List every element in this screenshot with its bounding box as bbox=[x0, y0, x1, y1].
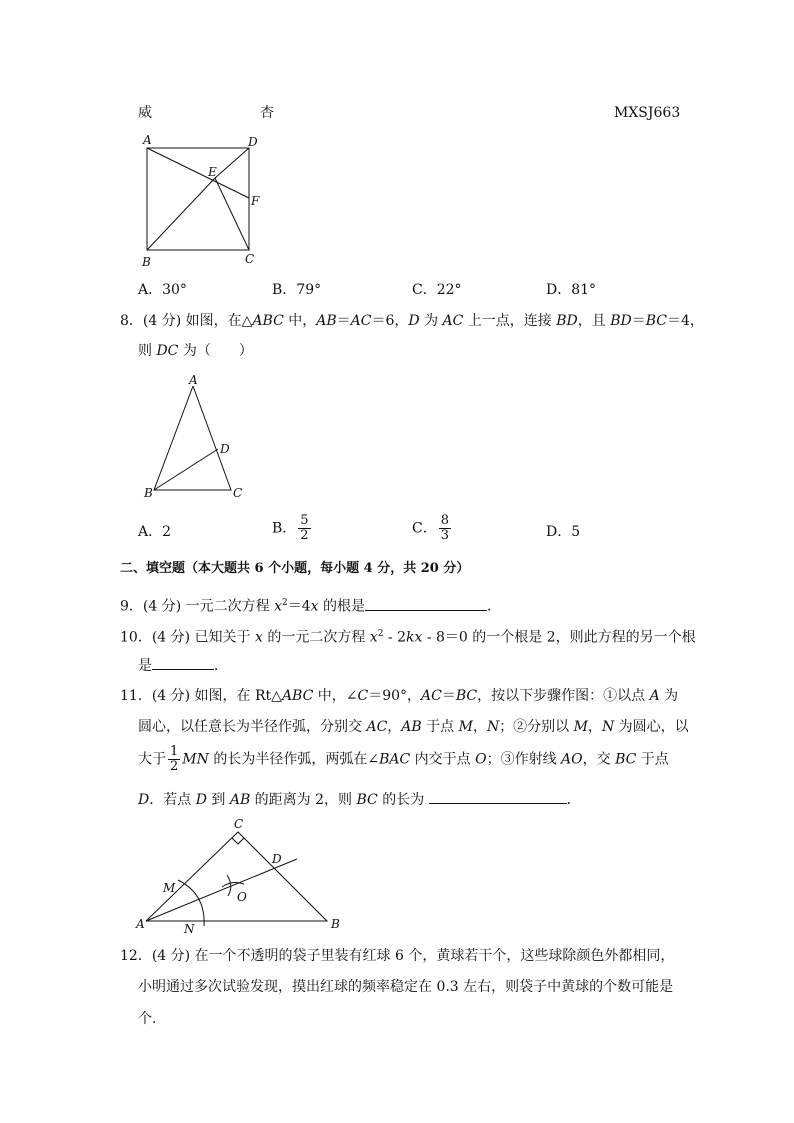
q8-option-a: A．2 bbox=[138, 524, 172, 540]
q11-answer-blank[interactable] bbox=[429, 789, 567, 804]
label-f: F bbox=[251, 194, 260, 208]
q12-line-2: 小明通过多次试验发现，摸出红球的频率稳定在 0.3 左右，则袋子中黄球的个数可能是 bbox=[138, 979, 674, 995]
header-left-char-2: 杏 bbox=[260, 105, 274, 121]
triangle-outline bbox=[146, 832, 327, 921]
q11-line-1: 11．(4 分) 如图，在 Rt△ABC 中，∠C＝90°，AC＝BC，按以下步骤作图：①以点 A 为 bbox=[120, 688, 679, 704]
square-outline bbox=[147, 148, 249, 250]
q8-line-2: 则 DC 为（ ） bbox=[138, 343, 253, 359]
q11-line-4: D．若点 D 到 AB 的距离为 2，则 BC 的长为 ． bbox=[138, 789, 581, 810]
label-n: N bbox=[184, 922, 195, 936]
q11-line-2: 圆心，以任意长为半径作弧，分别交 AC，AB 于点 M，N；②分别以 M，N 为圆心，以 bbox=[138, 719, 689, 735]
header-left-char-1: 威 bbox=[138, 105, 152, 121]
section-2-heading: 二、填空题（本大题共 6 个小题，每小题 4 分，共 20 分） bbox=[120, 561, 470, 576]
fraction-1-2: $\frac{1}{2}$ bbox=[170, 744, 179, 774]
q7-option-d: D．81° bbox=[546, 282, 597, 298]
label-a: A bbox=[189, 373, 198, 387]
figure-triangle-abc bbox=[140, 372, 255, 507]
header-code: MXSJ663 bbox=[614, 105, 681, 121]
q8-line-1: 8．(4 分) 如图，在△ABC 中，AB＝AC＝6，D 为 AC 上一点，连接 BD，且 BD＝BC＝4， bbox=[120, 313, 704, 329]
q10-line-2: 是 ． bbox=[138, 655, 228, 676]
fraction-5-2: $\frac{5}{2}$ bbox=[300, 513, 309, 543]
segment-a-f bbox=[147, 148, 249, 198]
label-m: M bbox=[163, 881, 176, 895]
label-a: A bbox=[143, 133, 152, 147]
right-angle-mark bbox=[232, 838, 244, 844]
label-e: E bbox=[208, 165, 217, 179]
figure-square-abcd bbox=[135, 128, 270, 273]
q10-answer-blank[interactable] bbox=[152, 655, 214, 670]
figure-right-triangle-bisector bbox=[132, 812, 357, 937]
q12-line-1: 12．(4 分) 在一个不透明的袋子里装有红球 6 个，黄球若干个，这些球除颜色外都相同， bbox=[120, 948, 675, 964]
q7-option-b: B．79° bbox=[272, 282, 322, 298]
segment-b-d bbox=[154, 449, 218, 490]
label-d: D bbox=[272, 852, 282, 866]
q7-option-a: A．30° bbox=[138, 282, 187, 298]
segment-e-d bbox=[215, 148, 249, 178]
label-b: B bbox=[144, 486, 153, 500]
label-b: B bbox=[331, 917, 340, 931]
q8-option-b: B． $\frac{5}{2}$ bbox=[272, 513, 309, 543]
q10-line-1: 10．(4 分) 已知关于 x 的一元二次方程 $x^2 - 2kx - 8=0$ 的一个根是 2，则此方程的另一个根 bbox=[120, 629, 696, 646]
label-c: C bbox=[234, 817, 244, 831]
triangle-outline bbox=[154, 386, 231, 490]
q8-option-d: D．5 bbox=[546, 524, 581, 540]
label-o: O bbox=[237, 890, 247, 904]
q12-line-3: 个． bbox=[138, 1011, 166, 1027]
q9: 9．(4 分) 一元二次方程 $x^2=4x$ 的根是 ． bbox=[120, 593, 501, 617]
q8-option-c: C． $\frac{8}{3}$ bbox=[412, 513, 449, 543]
label-c: C bbox=[245, 252, 255, 266]
arc-intersection-1 bbox=[227, 875, 231, 896]
segment-e-c bbox=[215, 178, 249, 250]
label-a: A bbox=[136, 917, 145, 931]
segment-b-e bbox=[147, 178, 215, 250]
q7-option-c: C．22° bbox=[412, 282, 462, 298]
q9-answer-blank[interactable] bbox=[365, 596, 487, 611]
fraction-8-3: $\frac{8}{3}$ bbox=[440, 513, 449, 543]
label-c: C bbox=[233, 486, 243, 500]
q11-line-3: 大于 $\frac{1}{2}$ MN 的长为半径作弧，两弧在∠BAC 内交于点 O；③作射线 AO，交 BC 于点 bbox=[138, 744, 669, 774]
label-d: D bbox=[248, 135, 258, 149]
label-d: D bbox=[220, 442, 230, 456]
label-b: B bbox=[142, 255, 151, 269]
